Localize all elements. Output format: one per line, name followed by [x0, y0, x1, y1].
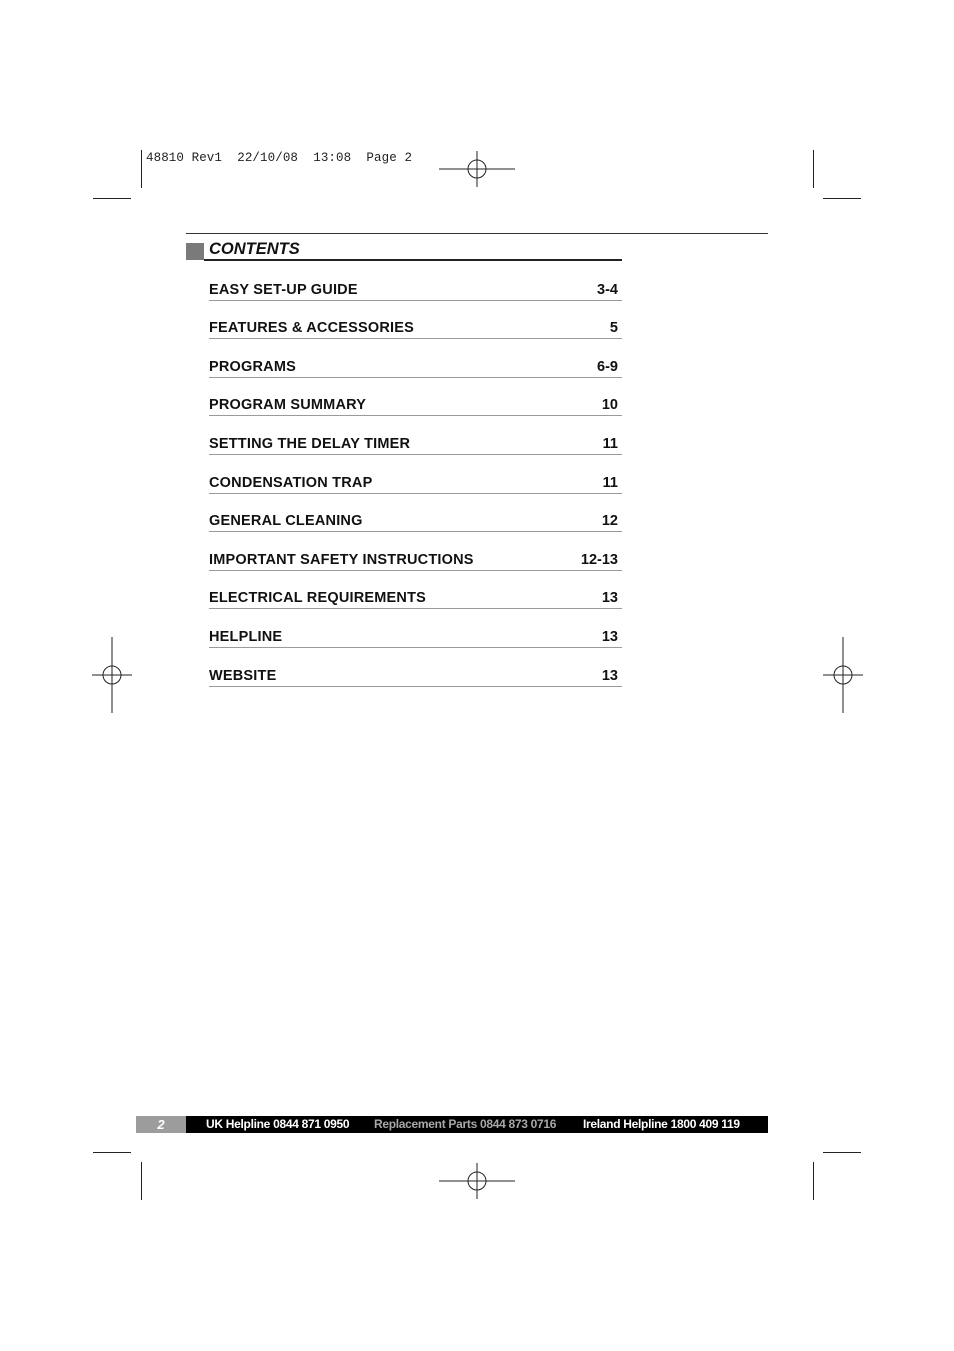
crop-mark-top-left — [141, 150, 142, 188]
table-of-contents — [209, 262, 622, 687]
page-number: 2 — [136, 1116, 186, 1133]
crop-mark-bottom-left-horizontal — [93, 1152, 131, 1153]
toc-row[interactable] — [209, 378, 622, 417]
toc-label: PROGRAMS — [209, 358, 296, 375]
toc-page-number: 11 — [602, 435, 618, 452]
crop-mark-top-left-horizontal — [93, 198, 131, 199]
section-marker-square — [186, 243, 204, 260]
toc-label: SETTING THE DELAY TIMER — [209, 435, 411, 452]
replacement-parts: Replacement Parts 0844 873 0716 — [374, 1117, 557, 1131]
toc-row[interactable] — [209, 532, 622, 571]
registration-mark-bottom-icon — [439, 1143, 515, 1219]
registration-mark-left-icon — [74, 637, 150, 713]
toc-page-number: 5 — [609, 320, 618, 337]
print-slug: 48810 Rev1 22/10/08 13:08 Page 2 — [146, 151, 413, 165]
toc-row[interactable] — [209, 494, 622, 533]
toc-label: PROGRAM SUMMARY — [209, 397, 367, 414]
toc-label: GENERAL CLEANING — [209, 513, 363, 530]
footer-bar — [136, 1116, 768, 1133]
registration-mark-right-icon — [805, 637, 881, 713]
toc-label: WEBSITE — [209, 667, 277, 684]
crop-mark-bottom-right — [813, 1162, 814, 1200]
toc-label: EASY SET-UP GUIDE — [209, 281, 358, 298]
toc-page-number: 13 — [601, 667, 618, 684]
contents-title-underline — [204, 259, 622, 261]
toc-page-number: 12 — [601, 513, 618, 530]
toc-label: ELECTRICAL REQUIREMENTS — [209, 590, 427, 607]
ireland-helpline: Ireland Helpline 1800 409 119 — [583, 1117, 740, 1131]
toc-row[interactable] — [209, 609, 622, 648]
toc-page-number: 6-9 — [597, 358, 618, 375]
crop-mark-top-right — [813, 150, 814, 188]
toc-row[interactable] — [209, 301, 622, 340]
toc-row[interactable] — [209, 339, 622, 378]
toc-page-number: 3-4 — [597, 281, 618, 298]
contents-title: CONTENTS — [209, 240, 300, 258]
crop-mark-bottom-left — [141, 1162, 142, 1200]
toc-page-number: 13 — [601, 590, 618, 607]
toc-label: CONDENSATION TRAP — [209, 474, 373, 491]
toc-row[interactable] — [209, 455, 622, 494]
uk-helpline: UK Helpline 0844 871 0950 — [206, 1117, 350, 1131]
toc-page-number: 10 — [601, 397, 618, 414]
header-top-rule — [186, 233, 768, 234]
registration-mark-top-icon — [439, 131, 515, 207]
toc-label: HELPLINE — [209, 628, 283, 645]
toc-label: FEATURES & ACCESSORIES — [209, 320, 415, 337]
toc-row[interactable] — [209, 648, 622, 687]
crop-mark-top-right-horizontal — [823, 198, 861, 199]
toc-page-number: 13 — [601, 628, 618, 645]
toc-row[interactable] — [209, 262, 622, 301]
toc-page-number: 11 — [602, 474, 618, 491]
toc-row[interactable] — [209, 571, 622, 610]
toc-row[interactable] — [209, 416, 622, 455]
crop-mark-bottom-right-horizontal — [823, 1152, 861, 1153]
toc-page-number: 12-13 — [580, 551, 618, 568]
toc-label: IMPORTANT SAFETY INSTRUCTIONS — [209, 551, 474, 568]
